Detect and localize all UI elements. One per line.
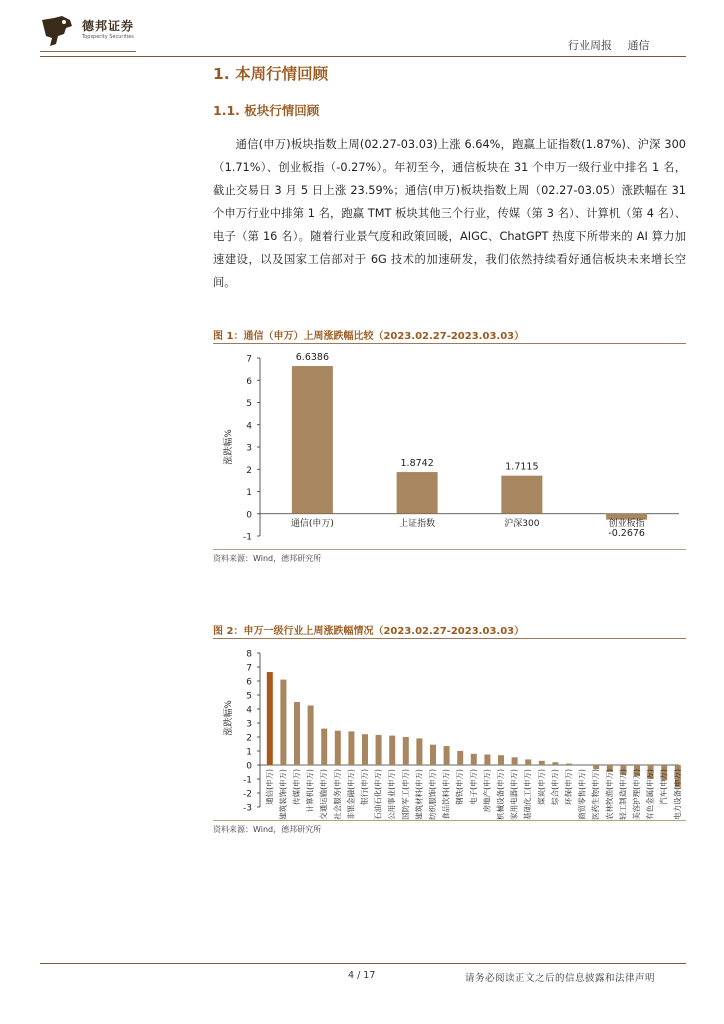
category-label: 家用电器(申万)	[509, 769, 519, 820]
figure1-source: 资料来源：Wind，德邦研究所	[213, 554, 322, 563]
bar	[321, 729, 327, 765]
category-label: 农林牧渔(申万)	[604, 769, 614, 820]
category-label: 煤炭(申万)	[536, 769, 546, 805]
category-label: 电力设备(申万)	[672, 769, 682, 820]
category-label: 银行(申万)	[360, 769, 369, 805]
category-label: 公用事业(申万)	[387, 769, 397, 820]
category-label: 通信(申万)	[290, 518, 334, 529]
figure1-bar-chart	[213, 345, 686, 548]
category-label: 综合(申万)	[550, 769, 560, 805]
y-tick-label: 4	[246, 421, 252, 432]
category-label: 建筑装饰(申万)	[278, 769, 288, 820]
category-label: 基础化工(申万)	[523, 769, 533, 820]
category-label: 计算机(申万)	[305, 769, 315, 813]
y-tick-label: 0	[246, 510, 252, 521]
figure2-top-rule	[213, 638, 686, 639]
category-label: 通信(申万)	[264, 769, 274, 805]
y-tick-label: 3	[246, 443, 252, 454]
y-tick-label: 3	[246, 719, 252, 730]
industry-label: 通信	[627, 39, 650, 52]
data-label: 1.7115	[505, 461, 539, 473]
y-axis-label: 涨跌幅%	[224, 429, 234, 465]
category-label: 房地产(申万)	[482, 769, 492, 813]
category-label: 交通运输(申万)	[319, 769, 329, 820]
bar	[512, 757, 518, 765]
y-tick-label: 2	[246, 733, 252, 744]
figure2-source: 资料来源：Wind，德邦研究所	[213, 825, 322, 834]
y-tick-label: 6	[246, 677, 252, 688]
y-tick-label: -3	[243, 803, 252, 814]
y-tick-label: 0	[246, 761, 252, 772]
bar	[416, 738, 422, 765]
header-divider	[40, 56, 686, 57]
bar	[552, 762, 558, 765]
category-label: 轻工制造(申万)	[618, 769, 628, 820]
bar	[525, 759, 531, 765]
y-tick-label: 2	[246, 465, 252, 476]
category-label: 有色金属(申万)	[645, 769, 655, 820]
category-label: 国防军工(申万)	[400, 769, 410, 820]
y-tick-label: 6	[246, 376, 252, 387]
category-label: 电子(申万)	[468, 769, 478, 805]
figure2-bottom-rule	[213, 820, 686, 821]
y-tick-label: 5	[246, 691, 252, 702]
y-tick-label: 5	[246, 399, 252, 409]
summary-paragraph: 通信(申万)板块指数上周(02.27-03.03)上涨 6.64%，跑赢上证指数(1.87%)、沪深 300（1.71%）、创业板指（-0.27%）。年初至今，通信板块在 31 个申万一级行业中排名 1 名，截止交易日 3 月 5 日上涨 23.59%；通信(申万)板块指数上周（02.27-03.05）涨跌幅在 31 个申万行业中排第 1 名，跑赢 TMT 板块其他三个行业，传媒（第 3 名）、计算机（第 4 名）、电子（第 16 名）。随着行业景气度和政策回暖，AIGC、ChatGPT 热度下所带来的 AI 算力加速建设，以及国家工信部对于 6G 技术的加速研发，我们依然持续看好通信板块未来增长空间。	[213, 138, 686, 289]
category-label: 创业板指	[608, 518, 645, 529]
data-label: -0.2676	[608, 527, 645, 539]
category-label: 上证指数	[399, 518, 436, 529]
figure1-bottom-rule	[213, 549, 686, 550]
data-label: 6.6386	[295, 352, 329, 364]
bar	[294, 702, 300, 765]
logo-english-name: Topsperity Securities	[82, 34, 134, 40]
data-label: 1.8742	[400, 458, 434, 470]
y-tick-label: 7	[246, 663, 252, 674]
category-label: 美容护理(申万)	[632, 769, 641, 820]
bar	[539, 761, 545, 765]
category-label: 食品饮料(申万)	[441, 769, 451, 820]
category-label: 石油石化(申万)	[373, 769, 383, 820]
bar	[280, 680, 286, 765]
y-tick-label: -1	[243, 532, 252, 543]
category-label: 非银金融(申万)	[346, 769, 356, 820]
bar	[580, 764, 586, 765]
header-labels	[568, 37, 650, 53]
section-heading: 1. 本周行情回顾	[213, 65, 329, 83]
y-tick-label: 4	[246, 705, 252, 716]
legal-disclaimer: 请务必阅读正文之后的信息披露和法律声明	[465, 973, 656, 984]
y-tick-label: 8	[246, 649, 252, 660]
y-tick-label: 7	[246, 354, 252, 365]
figure2-bar-chart	[213, 640, 686, 820]
category-label: 传媒(申万)	[292, 769, 301, 805]
bar	[444, 746, 450, 765]
footer-divider	[40, 963, 686, 964]
bar	[484, 755, 490, 766]
figure1-top-rule	[213, 343, 686, 344]
bar	[335, 731, 341, 765]
bar	[292, 366, 333, 514]
bar	[593, 765, 599, 769]
category-label: 建筑材料(申万)	[414, 769, 424, 820]
bar	[348, 731, 354, 765]
category-label: 环保(申万)	[564, 769, 573, 805]
y-axis-label: 涨跌幅%	[224, 700, 234, 736]
bar	[498, 755, 504, 765]
category-label: 商贸零售(申万)	[577, 769, 587, 820]
bar	[403, 737, 409, 765]
figure2-title: 图 2：申万一级行业上周涨跌幅情况（2023.02.27-2023.03.03）	[213, 626, 525, 637]
y-tick-label: -2	[243, 789, 252, 800]
bar	[308, 706, 314, 766]
bar	[376, 735, 382, 765]
bar	[397, 472, 438, 514]
bar	[430, 745, 436, 765]
logo-mark-icon	[40, 14, 74, 48]
category-label: 纺织服饰(申万)	[428, 769, 437, 820]
category-label: 社会服务(申万)	[332, 769, 342, 820]
report-type: 行业周报	[568, 39, 612, 52]
bar	[267, 672, 273, 765]
bar	[566, 764, 572, 765]
bar	[457, 751, 463, 765]
logo-name: 德邦证券	[82, 19, 135, 33]
bar	[389, 736, 395, 765]
category-label: 钢铁(申万)	[455, 769, 465, 805]
bar	[501, 476, 542, 514]
category-label: 汽车(申万)	[659, 769, 669, 805]
page-number: 4 / 17	[348, 970, 376, 981]
subsection-heading: 1.1. 板块行情回顾	[213, 103, 320, 118]
category-label: 机械设备(申万)	[496, 769, 505, 820]
category-label: 医药生物(申万)	[591, 769, 601, 820]
logo-underline	[40, 51, 136, 52]
y-tick-label: 1	[246, 747, 252, 758]
y-tick-label: -1	[243, 775, 252, 786]
bar	[362, 734, 368, 765]
bar	[471, 754, 477, 765]
category-label: 沪深300	[504, 518, 540, 529]
figure1-title: 图 1：通信（申万）上周涨跌幅比较（2023.02.27-2023.03.03）	[213, 331, 525, 342]
y-tick-label: 1	[246, 488, 252, 498]
